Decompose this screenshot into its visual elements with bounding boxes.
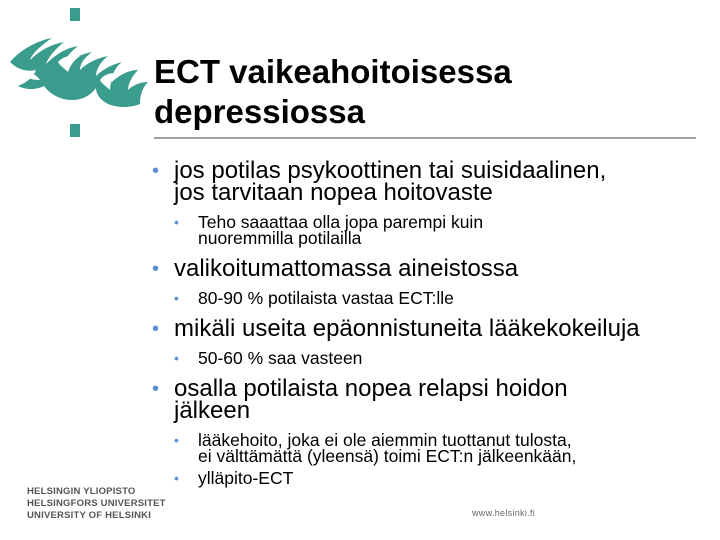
sub-bullet-dot-icon: • [174, 350, 179, 366]
slide-title [154, 52, 694, 132]
sub-bullet-text-line: nuoremmilla potilailla [198, 228, 362, 248]
sub-bullet-item [150, 432, 710, 464]
sub-bullet-text-line: lääkehoito, joka ei ole aiemmin tuottanut tulosta, [198, 430, 572, 450]
wordmark-line-swedish: HELSINGFORS UNIVERSITET [27, 498, 166, 509]
sub-bullet-item [150, 214, 710, 246]
bullet-dot-icon: • [152, 160, 160, 182]
bullet-text-line: osalla potilaista nopea relapsi hoidon [174, 375, 568, 402]
sub-bullet-dot-icon: • [174, 290, 179, 306]
bullet-item [150, 375, 710, 424]
bullet-text-line: jälkeen [174, 397, 251, 424]
slide-title-line-1: ECT vaikeahoitoisessa [154, 53, 512, 90]
sub-bullet-text-line: 50-60 % saa vasteen [198, 348, 363, 368]
bullet-dot-icon: • [152, 378, 160, 400]
bullet-text-line: mikäli useita epäonnistuneita lääkekokeiluja [174, 315, 640, 342]
sub-bullet-dot-icon: • [174, 214, 179, 230]
website-url: www.helsinki.fi [472, 508, 536, 518]
bullet-text-line: jos potilas psykoottinen tai suisidaalinen, [174, 157, 607, 184]
sub-bullet-dot-icon: • [174, 470, 179, 486]
bullet-item [150, 315, 710, 342]
bullet-dot-icon: • [152, 258, 160, 280]
wordmark-line-finnish: HELSINGIN YLIOPISTO [27, 486, 136, 497]
university-wordmark [27, 486, 166, 522]
bullet-dot-icon: • [152, 318, 160, 340]
bullet-text-line: valikoitumattomassa aineistossa [174, 255, 519, 282]
bullet-item [150, 157, 710, 206]
wordmark-line-english: UNIVERSITY OF HELSINKI [27, 510, 152, 521]
sub-bullet-text-line: 80-90 % potilaista vastaa ECT:lle [198, 288, 454, 308]
sub-bullet-dot-icon: • [174, 432, 179, 448]
sub-bullet-item [150, 350, 710, 366]
bullet-item [150, 255, 710, 282]
slide-title-line-2: depressiossa [154, 93, 365, 130]
university-logo-icon [0, 0, 160, 150]
bullet-list [150, 157, 710, 488]
sub-bullet-item [150, 470, 710, 486]
bullet-text-line: jos tarvitaan nopea hoitovaste [174, 179, 493, 206]
sub-bullet-item [150, 290, 710, 306]
sub-bullet-text-line: ylläpito-ECT [198, 468, 294, 488]
sub-bullet-text-line: ei välttämättä (yleensä) toimi ECT:n jälkeenkään, [198, 446, 577, 466]
sub-bullet-text-line: Teho saaattaa olla jopa parempi kuin [198, 212, 484, 232]
title-divider [154, 137, 696, 139]
